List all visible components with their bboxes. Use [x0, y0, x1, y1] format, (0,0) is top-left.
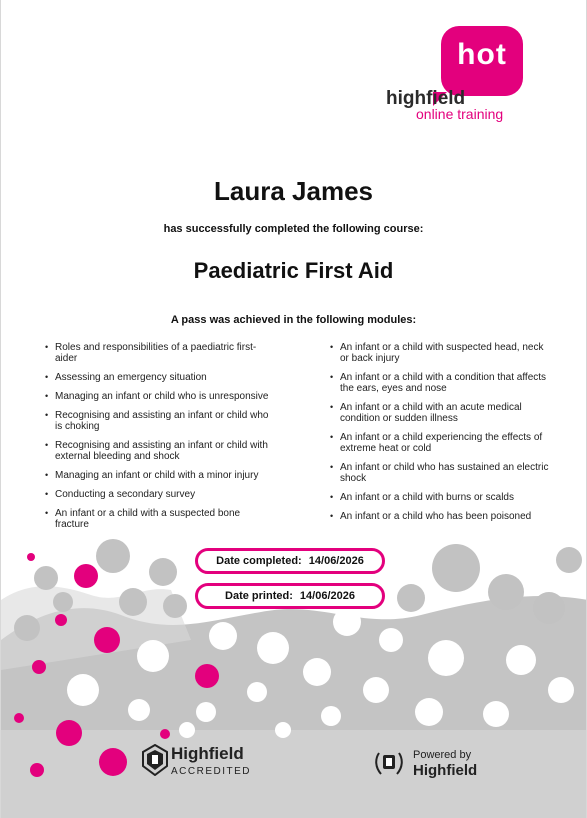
modules-left-column — [45, 342, 270, 538]
highfield-accredited-icon — [141, 744, 169, 776]
laurel-crest-icon — [373, 747, 405, 779]
completed-statement: has successfully completed the following course: — [163, 223, 424, 235]
logo-sub-text: online training — [416, 106, 504, 122]
date-completed-badge — [195, 548, 385, 574]
date-printed-badge — [195, 583, 385, 609]
powered-by-text: Powered by — [413, 749, 472, 761]
module-item: • An infant or a child experiencing the effects of extreme heat or cold — [330, 432, 555, 454]
module-item: • An infant or a child with burns or scalds — [330, 492, 555, 503]
module-item: • An infant or a child who has been poisoned — [330, 511, 555, 522]
hot-speech-bubble — [441, 26, 523, 96]
module-item: • Assessing an emergency situation — [45, 372, 270, 383]
module-item: • Conducting a secondary survey — [45, 489, 270, 500]
module-item: • Recognising and assisting an infant or child who is choking — [45, 410, 270, 432]
highfield-accredited-logo — [141, 742, 261, 782]
module-item: • Managing an infant or child with a minor injury — [45, 470, 270, 481]
module-item: • An infant or a child with a condition that affects the ears, eyes and nose — [330, 372, 555, 394]
powered-by-brand: Highfield — [413, 762, 478, 779]
hot-highfield-logo — [386, 18, 526, 128]
logo-hot-text: hot — [457, 38, 507, 71]
date-completed-label: Date completed: — [216, 555, 302, 567]
accredited-subtitle: ACCREDITED — [171, 766, 252, 777]
date-completed-value: 14/06/2026 — [308, 555, 364, 567]
module-item: • An infant or a child with suspected head, neck or back injury — [330, 342, 555, 364]
date-printed-value: 14/06/2026 — [299, 590, 355, 602]
module-item: • An infant or child who has sustained an electric shock — [330, 462, 555, 484]
modules-right-column — [330, 342, 555, 538]
recipient-name: Laura James — [214, 176, 373, 206]
module-item: • An infant or a child with an acute medical condition or sudden illness — [330, 402, 555, 424]
logo-brand-text: highfield — [386, 88, 466, 109]
powered-by-highfield-logo — [373, 747, 503, 787]
date-printed-label: Date printed: — [225, 590, 293, 602]
module-item: • Recognising and assisting an infant or child with external bleeding and shock — [45, 440, 270, 462]
course-title: Paediatric First Aid — [193, 258, 394, 283]
module-item: • Managing an infant or child who is unresponsive — [45, 391, 270, 402]
module-item: • Roles and responsibilities of a paediatric first-aider — [45, 342, 270, 364]
module-item: • An infant or a child with a suspected bone fracture — [45, 508, 270, 530]
modules-list — [45, 342, 555, 538]
accredited-title: Highfield — [171, 744, 244, 763]
pass-statement: A pass was achieved in the following modules: — [170, 314, 417, 326]
